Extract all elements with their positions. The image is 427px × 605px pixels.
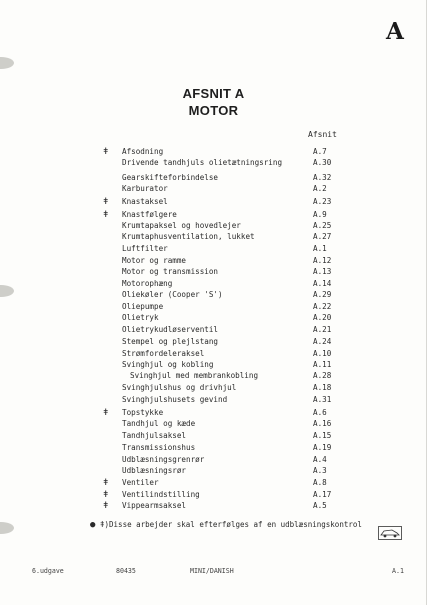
item-name: Svinghjulshusets gevind [122, 395, 228, 404]
item-name: Ventiler [122, 478, 159, 487]
item-name: Udblæsningsrør [122, 466, 187, 475]
item-name: Oliekøler (Cooper 'S') [122, 290, 223, 299]
bullet-icon: ● [90, 520, 96, 530]
list-item [0, 431, 427, 443]
item-name: Svinghjul og kobling [122, 360, 214, 369]
list-item [0, 395, 427, 407]
marker-symbol: ǂ [103, 501, 109, 511]
item-name: Strømfordeleraksel [122, 349, 205, 358]
item-section-code: A.22 [313, 302, 332, 311]
item-section-code: A.29 [313, 290, 332, 299]
item-name: Olietrykudløserventil [122, 325, 219, 334]
item-name: Afsodning [122, 147, 164, 156]
item-name: Oliepumpe [122, 302, 164, 311]
marker-symbol: ǂ [103, 408, 109, 418]
item-section-code: A.16 [313, 419, 332, 428]
footer-number: 80435 [116, 567, 136, 575]
list-item [0, 197, 427, 209]
item-section-code: A.14 [313, 279, 332, 288]
item-name: Motor og ramme [122, 256, 187, 265]
item-section-code: A.30 [313, 158, 332, 167]
item-name: Topstykke [122, 408, 164, 417]
item-section-code: A.11 [313, 360, 332, 369]
item-name: Svinghjul med membrankobling [130, 371, 259, 380]
footer-model: MINI/DANISH [190, 567, 234, 575]
item-section-code: A.3 [313, 466, 327, 475]
list-item [0, 337, 427, 349]
page-title: AFSNIT A [182, 86, 245, 101]
item-section-code: A.7 [313, 147, 327, 156]
item-name: Tandhjulsaksel [122, 431, 187, 440]
section-letter: A [386, 18, 404, 45]
marker-symbol: ǂ [103, 197, 109, 207]
item-name: Ventilindstilling [122, 490, 200, 499]
item-section-code: A.24 [313, 337, 332, 346]
item-name: Stempel og plejlstang [122, 337, 219, 346]
item-name: Svinghjulshus og drivhjul [122, 383, 237, 392]
list-item [0, 313, 427, 325]
item-section-code: A.20 [313, 313, 332, 322]
footnote [90, 520, 362, 530]
item-name: Luftfilter [122, 244, 168, 253]
item-section-code: A.2 [313, 184, 327, 193]
item-section-code: A.21 [313, 325, 332, 334]
item-name: Karburator [122, 184, 168, 193]
footer-page: A.1 [392, 567, 404, 575]
item-section-code: A.25 [313, 221, 332, 230]
item-section-code: A.31 [313, 395, 332, 404]
punch-hole [0, 57, 14, 69]
list-item [0, 466, 427, 478]
item-section-code: A.23 [313, 197, 332, 206]
list-item [0, 158, 427, 170]
list-item [0, 478, 427, 490]
marker-symbol: ǂ [103, 478, 109, 488]
item-name: Gearskifteforbindelse [122, 173, 219, 182]
punch-hole [0, 522, 14, 534]
column-header: Afsnit [308, 130, 337, 139]
item-section-code: A.18 [313, 383, 332, 392]
item-name: Knastaksel [122, 197, 168, 206]
item-name: Motorophæng [122, 279, 173, 288]
item-name: Krumtapaksel og hovedlejer [122, 221, 241, 230]
item-section-code: A.17 [313, 490, 332, 499]
item-section-code: A.4 [313, 455, 327, 464]
item-section-code: A.1 [313, 244, 327, 253]
list-item [0, 371, 427, 383]
marker-symbol: ǂ [103, 147, 109, 157]
marker-symbol: ǂ [103, 490, 109, 500]
item-section-code: A.27 [313, 232, 332, 241]
list-item [0, 290, 427, 302]
item-section-code: A.6 [313, 408, 327, 417]
item-name: Knastfølgere [122, 210, 177, 219]
list-item [0, 325, 427, 337]
item-section-code: A.28 [313, 371, 332, 380]
car-icon [378, 526, 402, 540]
list-item [0, 443, 427, 455]
item-name: Drivende tandhjuls olietætningsring [122, 158, 283, 167]
list-item [0, 244, 427, 256]
list-item [0, 501, 427, 513]
item-section-code: A.13 [313, 267, 332, 276]
list-item [0, 184, 427, 196]
item-section-code: A.12 [313, 256, 332, 265]
item-name: Krumtaphusventilation, lukket [122, 232, 255, 241]
list-item [0, 232, 427, 244]
list-item [0, 383, 427, 395]
item-name: Udblæsningsgrenrør [122, 455, 205, 464]
item-name: Motor og transmission [122, 267, 219, 276]
page-subtitle: MOTOR [188, 103, 239, 118]
item-name: Olietryk [122, 313, 159, 322]
item-section-code: A.15 [313, 431, 332, 440]
item-section-code: A.19 [313, 443, 332, 452]
footer-edition: 6.udgave [32, 567, 64, 575]
item-name: Tandhjul og kæde [122, 419, 196, 428]
item-section-code: A.10 [313, 349, 332, 358]
list-item [0, 419, 427, 431]
item-name: Vippearmsaksel [122, 501, 187, 510]
item-section-code: A.8 [313, 478, 327, 487]
item-name: Transmissionshus [122, 443, 196, 452]
item-section-code: A.9 [313, 210, 327, 219]
item-section-code: A.32 [313, 173, 332, 182]
list-item [0, 267, 427, 279]
footnote-text: ǂ)Disse arbejder skal efterfølges af en udblæsningskontrol [100, 520, 362, 529]
marker-symbol: ǂ [103, 210, 109, 220]
item-section-code: A.5 [313, 501, 327, 510]
